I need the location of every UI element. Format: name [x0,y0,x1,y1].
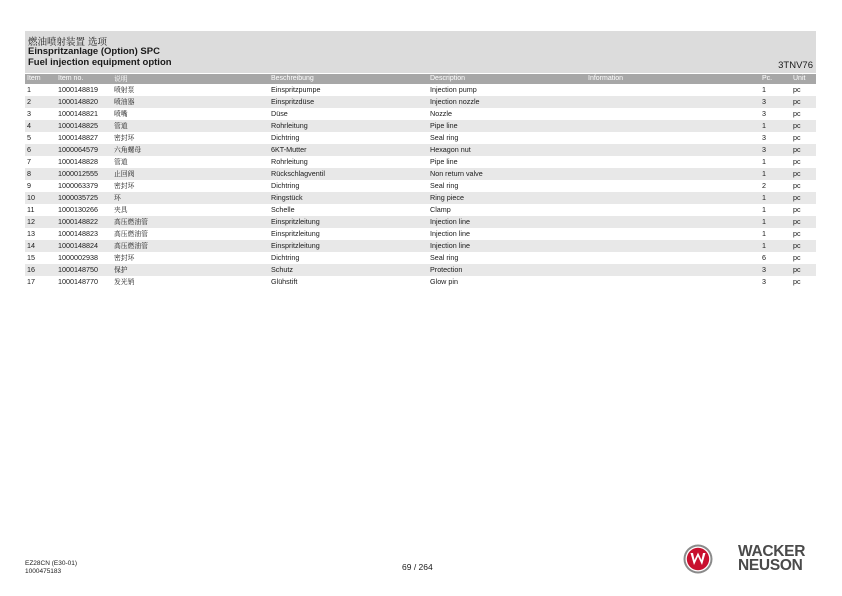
cell-description: Glow pin [430,277,458,286]
cell-description: Non return valve [430,169,483,178]
cell-item-no: 1000064579 [58,145,98,154]
cell-pieces: 3 [762,277,766,286]
cell-description: Seal ring [430,133,459,142]
cell-item-no: 1000148828 [58,157,98,166]
cell-unit: pc [793,145,801,154]
cell-description: Seal ring [430,253,459,262]
cell-item: 6 [27,145,31,154]
cell-unit: pc [793,277,801,286]
cell-unit: pc [793,241,801,250]
cell-pieces: 3 [762,145,766,154]
cell-german: Schelle [271,205,295,214]
cell-description: Nozzle [430,109,452,118]
cell-item-no: 1000002938 [58,253,98,262]
cell-german: Einspritzdüse [271,97,315,106]
cell-pieces: 1 [762,157,766,166]
cell-chinese: 喷射泵 [114,86,135,94]
cell-description: Injection line [430,217,470,226]
cell-item: 7 [27,157,31,166]
table-row [25,252,816,264]
footer-doc-info [25,560,77,576]
col-header-information: Information [588,75,624,82]
cell-item-no: 1000130266 [58,205,98,214]
cell-german: Einspritzpumpe [271,85,321,94]
cell-chinese: 密封环 [114,134,135,142]
cell-chinese: 喷嘴 [114,110,128,118]
cell-chinese: 管道 [114,158,128,166]
cell-item-no: 1000012555 [58,169,98,178]
table-body [25,84,816,288]
cell-item: 10 [27,193,35,202]
wacker-neuson-logo-icon [683,544,713,574]
table-row [25,132,816,144]
cell-pieces: 1 [762,217,766,226]
cell-item-no: 1000148823 [58,229,98,238]
col-header-unit: Unit [793,75,806,82]
cell-unit: pc [793,97,801,106]
footer-doc-id: 1000475183 [25,568,62,575]
cell-german: Rohrleitung [271,157,308,166]
table-header-row [25,74,816,84]
cell-pieces: 3 [762,97,766,106]
cell-item: 12 [27,217,35,226]
cell-german: Schutz [271,265,293,274]
title-chinese: 燃油喷射装置 选项 [28,37,108,48]
col-header-description: Description [430,75,466,82]
cell-item-no: 1000148819 [58,85,98,94]
cell-chinese: 密封环 [114,182,135,190]
table-row [25,120,816,132]
table-row [25,216,816,228]
cell-description: Hexagon nut [430,145,471,154]
cell-description: Injection nozzle [430,97,480,106]
cell-pieces: 1 [762,85,766,94]
cell-unit: pc [793,229,801,238]
table-row [25,96,816,108]
cell-pieces: 1 [762,205,766,214]
page-number: 69 / 264 [402,562,433,572]
cell-item-no: 1000063379 [58,181,98,190]
cell-unit: pc [793,265,801,274]
cell-pieces: 6 [762,253,766,262]
cell-pieces: 2 [762,181,766,190]
cell-german: 6KT-Mutter [271,145,307,154]
col-header-pieces: Pc. [762,75,773,82]
cell-unit: pc [793,205,801,214]
cell-item: 9 [27,181,31,190]
cell-chinese: 环 [114,194,121,202]
cell-chinese: 管道 [114,122,128,130]
cell-chinese: 高压燃油管 [114,230,148,238]
cell-chinese: 高压燃油管 [114,218,148,226]
cell-unit: pc [793,181,801,190]
cell-item: 5 [27,133,31,142]
cell-item-no: 1000148825 [58,121,98,130]
cell-pieces: 1 [762,169,766,178]
cell-item: 8 [27,169,31,178]
cell-item-no: 1000148827 [58,133,98,142]
cell-german: Einspritzleitung [271,229,320,238]
cell-unit: pc [793,169,801,178]
cell-chinese: 夹具 [114,206,128,214]
cell-item: 13 [27,229,35,238]
table-row [25,156,816,168]
cell-item: 14 [27,241,35,250]
brand-line-2: NEUSON [738,557,803,574]
cell-pieces: 3 [762,265,766,274]
table-row [25,180,816,192]
cell-description: Clamp [430,205,451,214]
cell-description: Injection line [430,241,470,250]
cell-unit: pc [793,121,801,130]
cell-description: Protection [430,265,463,274]
cell-description: Injection line [430,229,470,238]
cell-item: 17 [27,277,35,286]
parts-table [25,74,816,288]
brand-line-1: WACKER [738,543,806,560]
cell-german: Rohrleitung [271,121,308,130]
cell-description: Pipe line [430,121,458,130]
cell-item-no: 1000148750 [58,265,98,274]
table-row [25,276,816,288]
col-header-chinese: 说明 [114,75,128,83]
table-row [25,240,816,252]
cell-item: 16 [27,265,35,274]
cell-unit: pc [793,133,801,142]
table-row [25,204,816,216]
cell-german: Düse [271,109,288,118]
table-row [25,168,816,180]
cell-chinese: 止回阀 [114,170,135,178]
cell-item: 15 [27,253,35,262]
cell-unit: pc [793,109,801,118]
cell-description: Ring piece [430,193,464,202]
table-row [25,192,816,204]
cell-pieces: 1 [762,241,766,250]
cell-chinese: 保护 [114,266,128,274]
cell-german: Rückschlagventil [271,169,325,178]
cell-item-no: 1000035725 [58,193,98,202]
table-row [25,84,816,96]
table-row [25,144,816,156]
cell-unit: pc [793,85,801,94]
cell-chinese: 高压燃油管 [114,242,148,250]
cell-german: Einspritzleitung [271,217,320,226]
cell-item: 4 [27,121,31,130]
cell-chinese: 发光销 [114,278,135,286]
table-row [25,264,816,276]
cell-german: Dichtring [271,181,300,190]
document-header [25,31,816,73]
footer-doc-code: EZ28CN (E30-01) [25,560,78,567]
table-row [25,228,816,240]
cell-german: Dichtring [271,253,300,262]
cell-item-no: 1000148822 [58,217,98,226]
cell-item-no: 1000148770 [58,277,98,286]
cell-german: Einspritzleitung [271,241,320,250]
cell-unit: pc [793,253,801,262]
cell-description: Pipe line [430,157,458,166]
col-header-item-no: Item no. [58,75,84,82]
model-code: 3TNV76 [778,60,813,71]
cell-chinese: 喷油器 [114,98,135,106]
cell-pieces: 1 [762,193,766,202]
cell-german: Ringstück [271,193,303,202]
cell-item-no: 1000148820 [58,97,98,106]
cell-description: Injection pump [430,85,477,94]
title-english: Fuel injection equipment option [28,57,172,68]
cell-item-no: 1000148824 [58,241,98,250]
cell-pieces: 3 [762,133,766,142]
cell-pieces: 1 [762,121,766,130]
brand-wordmark [738,545,805,573]
title-german: Einspritzanlage (Option) SPC [28,46,160,57]
cell-unit: pc [793,157,801,166]
cell-chinese: 密封环 [114,254,135,262]
cell-chinese: 六角螺母 [114,146,142,154]
cell-pieces: 1 [762,229,766,238]
cell-german: Glühstift [271,277,298,286]
cell-pieces: 3 [762,109,766,118]
cell-item: 11 [27,205,35,214]
cell-item: 1 [27,85,31,94]
cell-unit: pc [793,217,801,226]
cell-item-no: 1000148821 [58,109,98,118]
cell-item: 3 [27,109,31,118]
cell-german: Dichtring [271,133,300,142]
cell-description: Seal ring [430,181,459,190]
col-header-german: Beschreibung [271,75,314,82]
col-header-item: Item [27,75,41,82]
cell-item: 2 [27,97,31,106]
cell-unit: pc [793,193,801,202]
table-row [25,108,816,120]
